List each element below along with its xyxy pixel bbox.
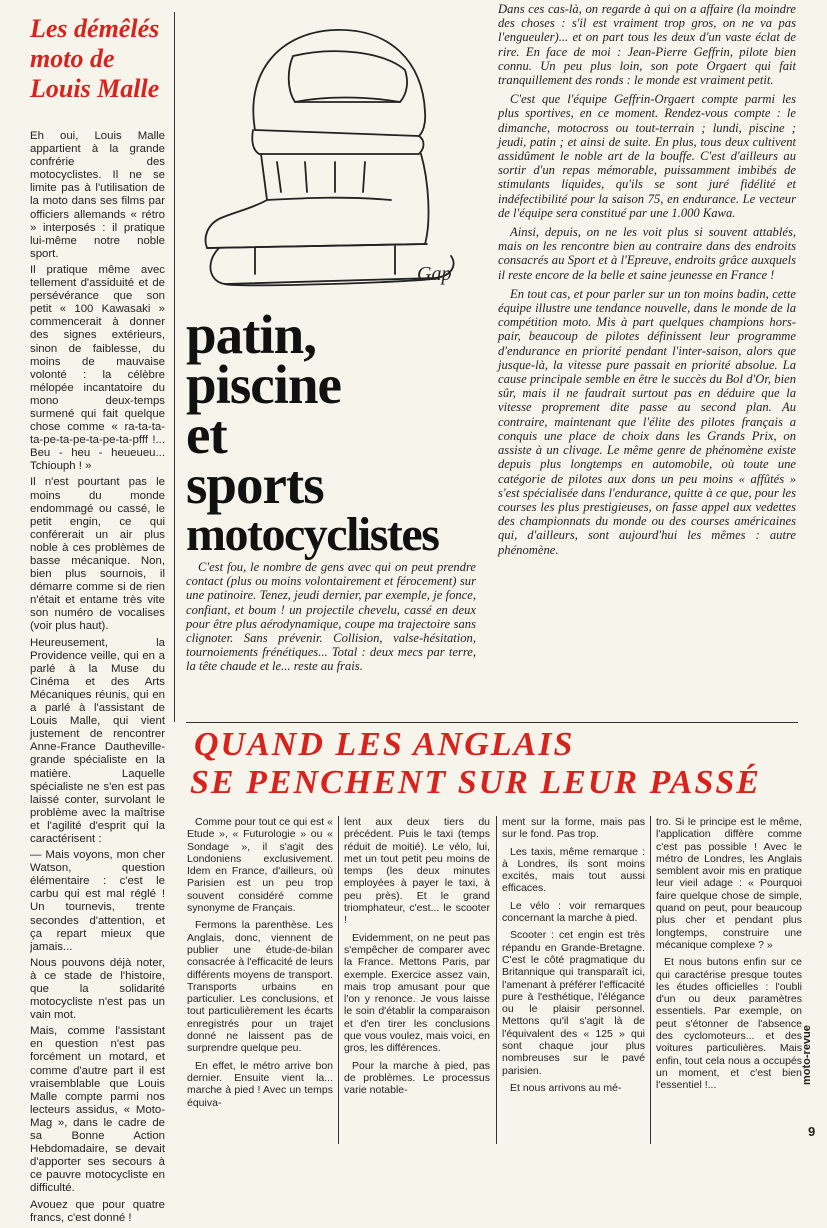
paragraph: ment sur la forme, mais pas sur le fond. Pas trop. [502, 816, 645, 841]
paragraph: Et nous butons enfin sur ce qui caractérise presque toutes les études officielles : l'oubli d'un ou deux paramètres essentiels. Par exemple, on peut s'étonner de l'absence des cyclomoteurs... et des voitures particulières. Mais enfin, tout cela nous a occupés un moment, et c'est bien l'essentiel !... [656, 956, 802, 1092]
paragraph: Il pratique même avec tellement d'assiduité et de persévérance que son petit « 100 Kawasaki » commencerait à donner des signes extérieurs, sinon de faiblesse, du moins de mauvaise volonté : la célèbre mélopée incantatoire du mono deux-temps surmené qui fait quelque chose comme « ra-ta-ta-ta-pe-ta-pe-ta-pe-ta-pfff !... Beu - heu - heueueu... Tchiouph ! » [30, 263, 165, 473]
paragraph: En tout cas, et pour parler sur un ton moins badin, cette équipe illustre une tendance nouvelle, dans le monde de la compétition moto. Mis à part quelques champions hors-pair, beaucoup de pilotes définissent leur programme d'endurance en priorité pendant l'inter-saison, alors que jusque-là, la vitesse pure passait en priorité absolue. La cause principale semble en être le succès du Bol d'Or, bien sûr, mais il ne faudrait surtout pas en déduire que la vitesse proprement dite passe au second plan. Au contraire, maintenant que l'élite des pilotes français a conquis une place de choix dans les Grands Prix, on assiste à un clivage. Le même genre de phénomène existe depuis plus longtemps en automobile, où toute une catégorie de pilotes aux dons un peu moins « affûtés » s'est spécialisée dans l'endurance, quitte à ce que, pour les courses les plus prestigieuses, on fasse appel aux vedettes des championnats du monde ou des courses américaines qui, d'ailleurs, sont aujourd'hui les mêmes : autre phénomène. [498, 286, 796, 557]
headline-line-2: piscine [186, 354, 341, 415]
column-rule-2 [496, 816, 497, 1144]
magazine-name: moto-revue [801, 1025, 813, 1085]
sidebar-body [30, 130, 165, 1228]
illustration-signature: Gap [417, 263, 452, 285]
paragraph: tro. Si le principe est le même, l'application diffère comme c'est pas possible ! Avec le métro de Londres, les Anglais semblent avoir mis en pratique leur vieil adage : « Pourquoi faire quelque chose de simple, quand on peut, pour beaucoup plus cher et pendant plus longtemps, construire une mécanique complexe ? » [656, 816, 802, 951]
feature-headline [186, 304, 486, 561]
anglais-headline [190, 726, 800, 802]
feature-right-column [498, 2, 796, 562]
paragraph: Dans ces cas-là, on regarde à qui on a affaire (la moindre des choses : s'il est vraiment trop gros, on ne va pas l'engueuler)... et on part tous les deux d'un vaste éclat de rire. En face de moi : Jean-Pierre Geffrin, pilote bien connu. Un peu plus loin, son pote Orgaert qui fait tranquillement des ronds : le monde est vraiment petit. [498, 2, 796, 88]
paragraph: lent aux deux tiers du précédent. Puis le taxi (temps réduit de moitié). Le vélo, lui, met un tout petit peu moins de temps (les deux minutes employées à payer le taxi, à peu près). Et le grand triomphateur, c'est... le scooter ! [344, 816, 490, 927]
headline-line-5: motocyclistes [186, 508, 439, 561]
paragraph: Le vélo : voir remarques concernant la marche à pied. [502, 899, 645, 925]
paragraph: Eh oui, Louis Malle appartient à la grande confrérie des motocyclistes. Il ne se limite pas à l'utilisation de la moto dans ses films par officiers allemands « rétro » interposés : il pratique lui-même notre noble sport. [30, 130, 165, 260]
paragraph: Mais, comme l'assistant en question n'est pas forcément un motard, et comme d'autre part il est vraisemblable que Louis Malle compte parmi nos lecteurs assidus, « Moto-Mag », dans le cadre de sa Bonne Action Hebdomadaire, se devait d'apporter ses secours à ce pauvre motocycliste en difficulté. [30, 1025, 165, 1195]
anglais-column-1 [187, 816, 333, 1114]
anglais-headline-line-1: QUAND LES ANGLAIS [194, 726, 575, 763]
headline-line-3: et [186, 404, 227, 465]
paragraph: Scooter : cet engin est très répandu en Grande-Bretagne. C'est le côté pragmatique du Britannique qui transparaît ici, l'amenant à préférer l'efficacité pure à l'esthétique, l'élégance ou le plaisir personnel. Mettons qu'il s'agit là de l'équivalent des « 125 » qui sont chaque jour plus nombreuses sur le pavé parisien. [502, 929, 645, 1077]
paragraph: Il n'est pourtant pas le moins du monde endommagé ou cassé, le petit engin, ce qui conférerait un air plus noble à ces problèmes de basse mécanique. Non, bien plus sournois, il démarre comme si de rien n'était et entame très vite son numéro de vocalises (voir plus haut). [30, 476, 165, 633]
anglais-headline-line-2: SE PENCHENT SUR LEUR PASSÉ [190, 764, 761, 801]
helmet-skate-illustration [195, 12, 485, 312]
column-rule-3 [650, 816, 651, 1144]
feature-intro-text: C'est fou, le nombre de gens avec qui on peut prendre contact (plus ou moins volontairement et férocement) sur une patinoire. Tenez, jeudi dernier, par exemple, je fonce, confiant, et boum ! un projectile chevelu, cassé en deux pour être plus aérodynamique, coupe ma trajectoire sans clignoter. Sans prévenir. Collision, valse-hésitation, tournoiements frénétiques... Total : deux mecs par terre, la tête chaude et le... reste au frais. [186, 560, 476, 674]
column-rule-1 [338, 816, 339, 1144]
paragraph: Evidemment, on ne peut pas s'empêcher de comparer avec la France. Mettons Paris, par exemple. Exercice assez vain, mais trop amusant pour que l'on y renonce. Je vous laisse le soin d'établir la comparaison et d'en tirer les conclusions que vous voulez, mais voici, en gros, les différences. [344, 931, 490, 1055]
headline-line-1: patin, [186, 304, 317, 365]
feature-intro [186, 560, 476, 679]
paragraph: — Mais voyons, mon cher Watson, question élémentaire : c'est le carbu qui est mal réglé ! Un tournevis, trente secondes d'attention, et ça repart mieux que jamais... [30, 849, 165, 953]
paragraph: Les taxis, même remarque : à Londres, ils sont moins excités, mais tout aussi efficaces. [502, 845, 645, 895]
paragraph: Nous pouvons déjà noter, à ce stade de l'histoire, que la solidarité motocycliste n'est pas un vain mot. [30, 956, 165, 1022]
section-divider [186, 722, 798, 723]
headline-line-4: sports [186, 454, 324, 515]
page-number: 9 [808, 1124, 816, 1139]
paragraph: C'est que l'équipe Geffrin-Orgaert compte parmi les plus sportives, en ce moment. Rendez-vous compte : le dimanche, motocross ou tout-terrain ; lundi, piscine ; jeudi, patin ; et ainsi de suite. En plus, tous deux cultivent assidûment le noble art de la bouffe. C'est d'ailleurs au sortir d'un repas mémorable, puissamment imbibés de stimulants liquides, qu'ils se sont juré fidélité et indéfectibilité pour la saison 75, en endurance. Le vecteur de l'équipe sera constitué par une 1.000 Kawa. [498, 92, 796, 220]
anglais-column-2 [344, 816, 490, 1102]
paragraph: Fermons la parenthèse. Les Anglais, donc, viennent de publier une étude-de-bilan consacrée à l'efficacité de leurs différents moyens de transport. Transports urbains en particulier. Les conclusions, et tout particulièrement les écarts enregistrés pour un trajet donné ne laissent pas de surprendre quelque peu. [187, 919, 333, 1055]
paragraph: Avouez que pour quatre francs, c'est donné ! [30, 1198, 165, 1224]
paragraph: Et nous arrivons au mé- [510, 1081, 622, 1094]
anglais-column-3 [502, 816, 645, 1099]
paragraph: Comme pour tout ce qui est « Etude », « Futurologie » ou « Sondage », il s'agit des Londoniens exclusivement. Idem en France, d'ailleurs, où Parisien est un peu trop souvent considéré comme synonyme de Français. [187, 816, 333, 915]
paragraph: Heureusement, la Providence veille, qui en a parlé à la Muse du Cinéma et des Arts Mécaniques réunis, qui en a parlé à l'assistant de Louis Malle, qui vient justement de rencontrer Anne-France Dautheville-grande spécialiste en la matière. Laquelle spécialiste ne s'en est pas laissé conter, survolant le problème avec la maîtrise et l'agilité d'esprit qui la caractérisent : [30, 636, 165, 845]
paragraph: Ainsi, depuis, on ne les voit plus si souvent attablés, mais on les rencontre bien au contraire dans des endroits consacrés au Sport et à l'Epreuve, endroits grâce auxquels il reste encore de la belle et saine jeunesse en France ! [498, 225, 796, 282]
sidebar-title: Les démêlés moto de Louis Malle [30, 14, 160, 103]
paragraph: Pour la marche à pied, pas de problèmes. Le processus varie notable- [344, 1059, 490, 1097]
sidebar-divider [174, 12, 175, 722]
paragraph: En effet, le métro arrive bon dernier. Ensuite vient la... marche à pied ! Avec un temps équiva- [187, 1059, 333, 1109]
anglais-column-4 [656, 816, 802, 1097]
